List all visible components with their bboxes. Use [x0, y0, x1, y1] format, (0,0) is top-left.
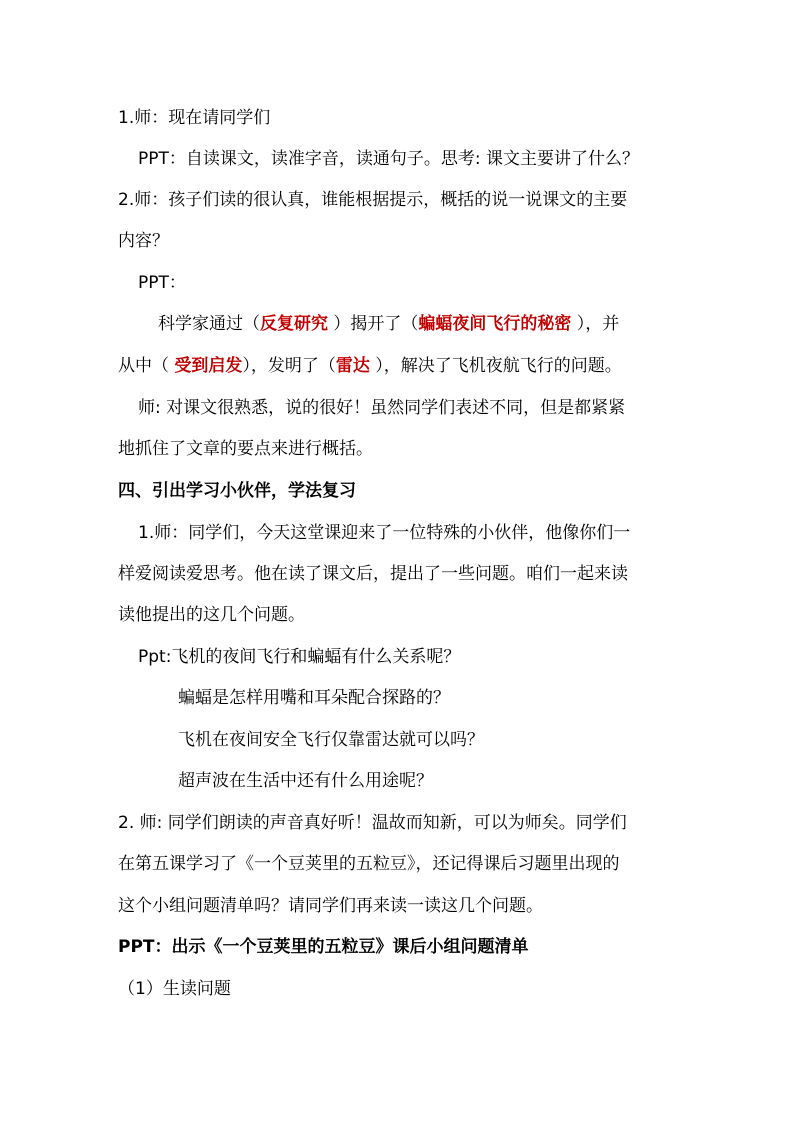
- sentence-text: ），并: [571, 314, 620, 334]
- fill-in-sentence-line: [118, 354, 622, 378]
- paragraph-line: 读他提出的这几个问题。: [118, 605, 305, 625]
- answer-text: 雷达: [335, 356, 370, 376]
- ppt-heading: PPT：出示《一个豆荚里的五粒豆》课后小组问题清单: [118, 937, 529, 957]
- paragraph-line: 样爱阅读爱思考。他在读了课文后，提出了一些问题。咱们一起来读: [118, 564, 628, 584]
- paragraph-line: 这个小组问题清单吗？请同学们再来读一读这几个问题。: [118, 896, 543, 916]
- question-line: 蝙蝠是怎样用嘴和耳朵配合探路的？: [178, 688, 450, 708]
- sentence-text: ）揭开了（: [328, 314, 419, 334]
- paragraph-line: 师: 对课文很熟悉，说的很好！虽然同学们表述不同，但是都紧紧: [138, 398, 626, 418]
- paragraph-line: 2.师：孩子们读的很认真，谁能根据提示，概括的说一说课文的主要: [118, 190, 628, 210]
- paragraph-line: 1.师：现在请同学们: [118, 108, 271, 128]
- question-line: Ppt:飞机的夜间飞行和蝙蝠有什么关系呢？: [138, 647, 461, 667]
- answer-text: 反复研究: [260, 314, 328, 334]
- question-line: 飞机在夜间安全飞行仅靠雷达就可以吗？: [178, 730, 484, 750]
- fill-in-sentence-line: [158, 312, 619, 336]
- paragraph-line: 地抓住了文章的要点来进行概括。: [118, 439, 373, 459]
- paragraph-line: （1）生读问题: [118, 979, 231, 999]
- section-heading: 四、引出学习小伙伴，学法复习: [118, 481, 356, 501]
- sentence-text: 科学家通过（: [158, 314, 260, 334]
- answer-text: 受到启发: [174, 356, 243, 376]
- paragraph-line: 在第五课学习了《一个豆荚里的五粒豆》，还记得课后习题里出现的: [118, 854, 620, 874]
- sentence-text: ），发明了（: [242, 356, 336, 376]
- paragraph-line: 1.师：同学们，今天这堂课迎来了一位特殊的小伙伴，他像你们一: [138, 523, 631, 543]
- paragraph-line: PPT：: [138, 273, 186, 293]
- paragraph-line: 内容？: [118, 231, 169, 251]
- sentence-text: ），解决了飞机夜航飞行的问题。: [369, 356, 622, 376]
- paragraph-line: PPT：自读课文，读准字音，读通句子。思考: 课文主要讲了什么？: [138, 149, 640, 169]
- answer-text: 蝙蝠夜间飞行的秘密: [418, 314, 572, 334]
- question-line: 超声波在生活中还有什么用途呢？: [178, 771, 433, 791]
- paragraph-line: 2. 师: 同学们朗读的声音真好听！温故而知新，可以为师矣。同学们: [118, 813, 627, 833]
- sentence-text: 从中（: [118, 356, 175, 376]
